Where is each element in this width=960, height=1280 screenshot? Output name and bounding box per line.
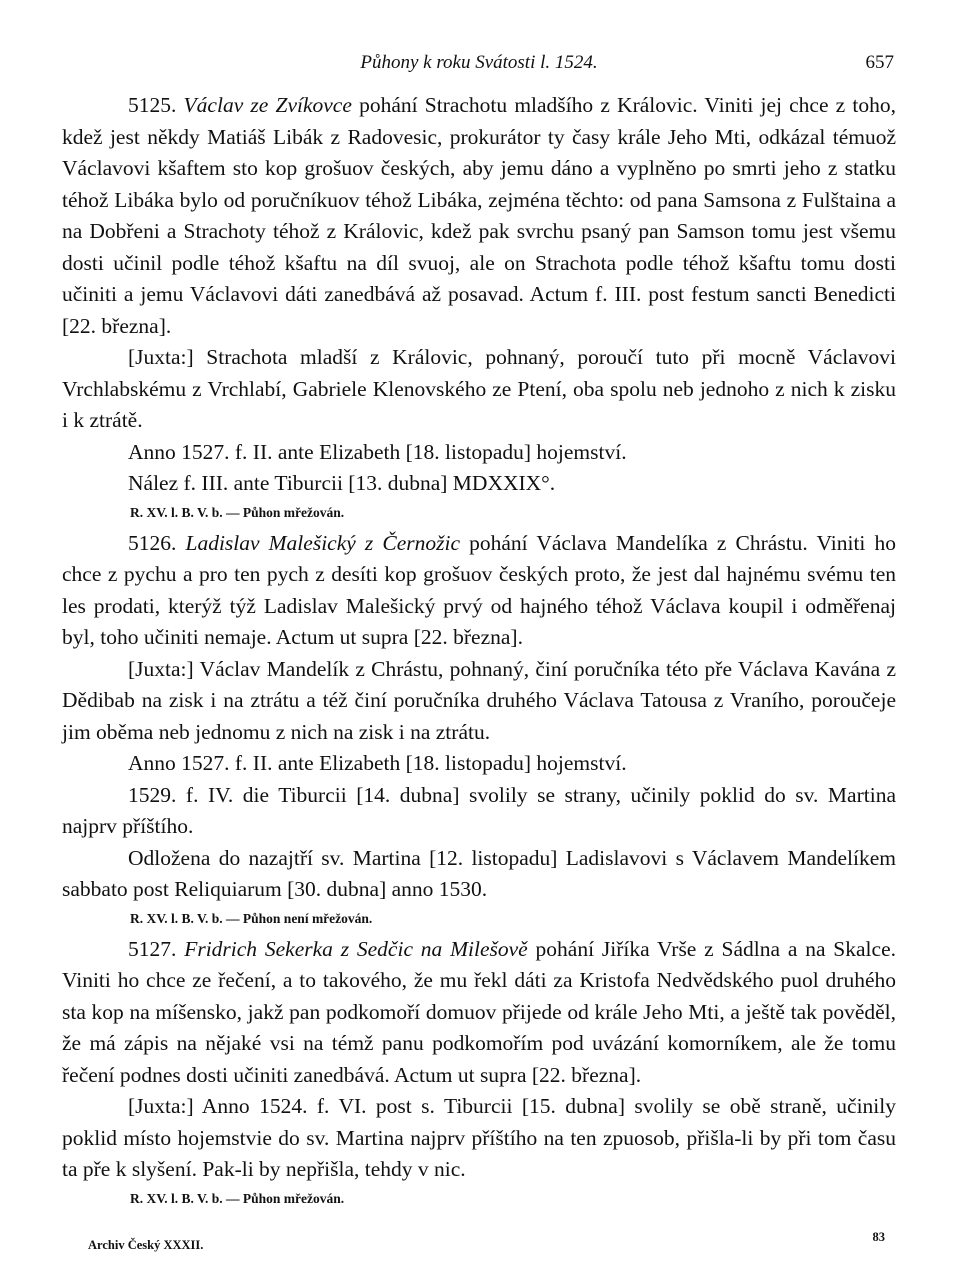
page-footer — [88, 1230, 885, 1250]
entry-text: pohání Jiříka Vrše z Sádlna a na Skalce. Viniti ho chce ze řečení, a to takového, že mu řekl dáti za Kristofa Nedvědského puol druhého sta kop na míšensko, jakž pan podkomoří domuov přijede od krále Jeho Mti, a ještě tak pověděl, že má zápis na nějaké vsi na témž panu podkomořím pod uvázání komorníkem, ale že tomu řečení podnes dosti učiniti zanedbává. Actum ut supra [22. března]. — [62, 936, 896, 1087]
entry-5126-lead — [62, 528, 896, 654]
entry-text: pohání Václava Mandelíka z Chrástu. Viniti ho chce z pychu a pro ten pych z desíti kop grošuov českých proto, že jest dal hajnému svému ten les prodati, kterýž týž Ladislav Malešický prvý od hajného téhož Václava koupil i odměřenaj byl, toho učiniti nemaje. Actum ut supra [22. března]. — [62, 530, 896, 649]
entry-number: 5126. — [128, 530, 177, 555]
entry-actor: Ladislav Malešický z Černožic — [185, 530, 460, 555]
entry-paragraph: Anno 1527. f. II. ante Elizabeth [18. listopadu] hojemství. — [128, 751, 627, 775]
entry-5127-lead — [62, 934, 896, 1092]
entry-paragraph: Odložena do nazajtří sv. Martina [12. listopadu] Ladislavovi s Václavem Mandelíkem sabbato post Reliquiarum [30. dubna] anno 1530. — [62, 845, 896, 901]
entry-paragraph: [Juxta:] Anno 1524. f. VI. post s. Tiburcii [15. dubna] svolily se obě straně, učinily poklid místo hojemstvie do sv. Martina najprv příštího na ten zpuosob, přišla-li by při tom času ta pře k slyšení. Pak-li by nepřišla, tehdy v nic. — [62, 1094, 896, 1181]
source-note: R. XV. l. B. V. b. — Půhon není mřežován. — [130, 910, 373, 926]
entry-actor: Fridrich Sekerka z Sedčic na Milešově — [184, 936, 528, 961]
entry-actor: Václav ze Zvíkovce — [183, 93, 352, 117]
running-header — [62, 52, 896, 78]
document-page — [62, 52, 896, 1214]
source-note: R. XV. l. B. V. b. — Půhon mřežován. — [130, 1190, 345, 1206]
entry-paragraph: [Juxta:] Václav Mandelík z Chrástu, pohnaný, činí poručníka této pře Václava Kavána z Dědibab na zisk i na ztrátu a též činí poručníka druhého Václava Tatousa z Vraního, poroučeje jim oběma neb jednomu z nich na zisk i na ztrátu. — [62, 656, 896, 744]
running-title: Půhony k roku Svátosti l. 1524. — [360, 52, 598, 73]
entry-text: pohání Strachotu mladšího z Královic. Viniti jej chce z toho, kdež jest někdy Matiáš Libák z Radovesic, prokurátor ty časy krále Jeho Mti, odkázal témuož Václavovi kšaftem sto kop grošuov českých, aby jemu dáno a vyplněno po smrti jeho z statku téhož Libáka bylo od poručníkuov téhož Libáka, zejména těchto: od pana Samsona z Fulštaina a na Dobřeni a Strachoty téhož z Královic, kdež pak svrchu psaný pan Samson tomu jest všemu dosti učinil podle téhož kšaftu na díl svuoj, ale on Strachota podle téhož kšaftu tomu dosti učiniti a jemu Václavovi dáti zanedbává až posavad. Actum f. III. post festum sancti Benedicti [22. března]. — [62, 93, 896, 338]
entry-number: 5125. — [128, 93, 177, 117]
entry-number: 5127. — [128, 936, 177, 961]
signature-mark: Archiv Český XXXII. — [88, 1238, 204, 1252]
entry-paragraph: 1529. f. IV. die Tiburcii [14. dubna] svolily se strany, učinily poklid do sv. Martina najprv příštího. — [62, 782, 896, 838]
page-number: 657 — [865, 52, 894, 73]
sheet-number: 83 — [872, 1230, 885, 1244]
entry-paragraph: Nález f. III. ante Tiburcii [13. dubna] MDXXIX°. — [128, 471, 556, 495]
entry-paragraph: [Juxta:] Strachota mladší z Královic, pohnaný, poroučí tuto při mocně Václavovi Vrchlabskému z Vrchlabí, Gabriele Klenovského ze Ptení, oba spolu neb jednoho z nich k zisku i k ztrátě. — [62, 345, 896, 432]
entry-paragraph: Anno 1527. f. II. ante Elizabeth [18. listopadu] hojemství. — [128, 439, 627, 464]
entry-5125-lead — [62, 90, 896, 342]
source-note: R. XV. l. B. V. b. — Půhon mřežován. — [130, 504, 345, 520]
page-body — [62, 90, 896, 1211]
